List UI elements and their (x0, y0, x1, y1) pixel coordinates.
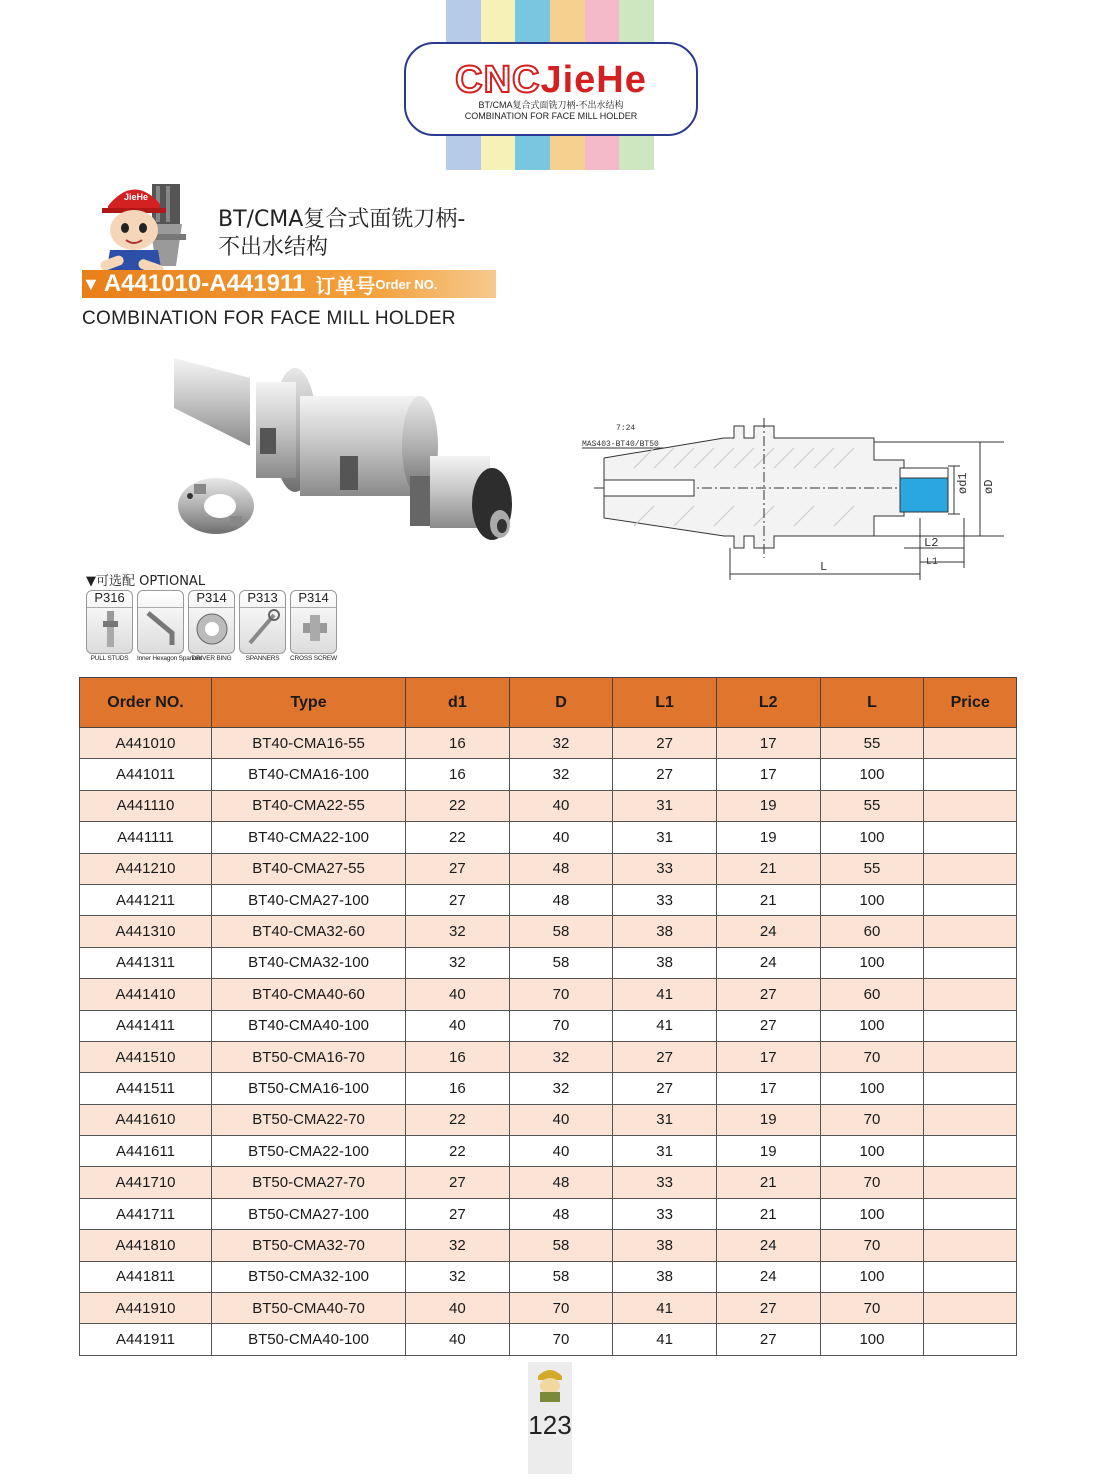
table-cell: BT50-CMA40-70 (211, 1293, 405, 1324)
table-cell: 38 (613, 1261, 717, 1292)
table-cell: 27 (716, 1293, 820, 1324)
table-cell: 24 (716, 947, 820, 978)
optional-item-driver-bing (188, 590, 235, 664)
table-cell: 58 (509, 1230, 613, 1261)
table-cell: 40 (406, 1324, 510, 1355)
table-cell: 40 (509, 822, 613, 853)
table-cell: BT50-CMA16-100 (211, 1073, 405, 1104)
table-cell: 60 (820, 916, 924, 947)
table-cell: A441211 (80, 884, 212, 915)
table-cell: A441610 (80, 1104, 212, 1135)
table-row (80, 1136, 1017, 1167)
table-cell: A441911 (80, 1324, 212, 1355)
technical-drawing (574, 408, 1014, 584)
table-cell: 48 (509, 853, 613, 884)
table-cell: BT40-CMA22-100 (211, 822, 405, 853)
table-cell: 70 (509, 1010, 613, 1041)
table-cell: 31 (613, 1136, 717, 1167)
dim-L-label: L (820, 560, 828, 574)
table-cell (924, 947, 1017, 978)
table-cell: 70 (820, 1167, 924, 1198)
dim-L1-label: L1 (926, 557, 939, 568)
table-cell: BT50-CMA27-70 (211, 1167, 405, 1198)
table-cell: A441411 (80, 1010, 212, 1041)
table-cell: 70 (509, 1324, 613, 1355)
table-cell: 55 (820, 728, 924, 759)
optional-item-caption: DRIVER BING (191, 655, 232, 662)
table-cell: BT50-CMA40-100 (211, 1324, 405, 1355)
table-cell: 58 (509, 916, 613, 947)
brand-logo (406, 60, 696, 100)
table-cell: 27 (716, 979, 820, 1010)
table-cell: A441910 (80, 1293, 212, 1324)
pull-stud-icon (87, 605, 134, 651)
table-cell: 31 (613, 790, 717, 821)
optional-item-code: P313 (240, 591, 285, 608)
product-title-line2: 不出水结构 (218, 235, 329, 260)
table-row (80, 1104, 1017, 1135)
table-cell: A441310 (80, 916, 212, 947)
optional-accessories (86, 590, 337, 664)
table-cell: 19 (716, 1136, 820, 1167)
table-cell: 17 (716, 728, 820, 759)
column-header: D (509, 678, 613, 728)
table-cell: 21 (716, 853, 820, 884)
table-cell: 40 (509, 1136, 613, 1167)
optional-item-caption: Inner Hexagon Spanner (137, 655, 202, 662)
table-cell: 32 (406, 1261, 510, 1292)
table-cell: 70 (820, 1104, 924, 1135)
table-cell: 100 (820, 822, 924, 853)
table-cell: 27 (716, 1324, 820, 1355)
table-row (80, 1198, 1017, 1229)
table-cell: 100 (820, 884, 924, 915)
table-cell: 24 (716, 1230, 820, 1261)
table-cell: 33 (613, 1198, 717, 1229)
table-cell: 27 (613, 728, 717, 759)
table-cell: 31 (613, 1104, 717, 1135)
table-cell: 19 (716, 822, 820, 853)
optional-label: ▼可选配 OPTIONAL (86, 574, 206, 589)
table-cell: 32 (509, 1041, 613, 1072)
table-cell: 40 (509, 1104, 613, 1135)
table-cell: 41 (613, 1010, 717, 1041)
optional-item-cross-screw (290, 590, 337, 664)
table-cell: BT50-CMA16-70 (211, 1041, 405, 1072)
table-cell: 40 (406, 979, 510, 1010)
table-cell: A441110 (80, 790, 212, 821)
table-cell: A441611 (80, 1136, 212, 1167)
table-cell: 27 (613, 759, 717, 790)
optional-item-pull-studs (86, 590, 133, 664)
table-cell: 22 (406, 1104, 510, 1135)
table-cell: 27 (406, 1198, 510, 1229)
table-cell: 41 (613, 979, 717, 1010)
product-title-line1: BT/CMA复合式面铣刀柄- (218, 207, 466, 232)
table-cell: BT50-CMA32-100 (211, 1261, 405, 1292)
table-cell: A441711 (80, 1198, 212, 1229)
svg-text:JieHe: JieHe (124, 192, 149, 202)
table-cell: 40 (509, 790, 613, 821)
column-header: Type (211, 678, 405, 728)
table-cell: 48 (509, 1167, 613, 1198)
table-cell: 32 (406, 947, 510, 978)
table-cell: 31 (613, 822, 717, 853)
table-cell: BT40-CMA27-100 (211, 884, 405, 915)
optional-item-caption: SPANNERS (245, 655, 280, 662)
table-row (80, 916, 1017, 947)
spanner-icon (240, 605, 287, 651)
table-cell: 21 (716, 1167, 820, 1198)
logo-jiehe: JieHe (540, 59, 647, 101)
table-cell: 33 (613, 1167, 717, 1198)
table-cell: 32 (406, 1230, 510, 1261)
table-row (80, 790, 1017, 821)
table-cell (924, 916, 1017, 947)
table-cell: 27 (406, 853, 510, 884)
product-photo (160, 346, 530, 561)
table-cell: A441810 (80, 1230, 212, 1261)
table-cell: 41 (613, 1324, 717, 1355)
page-number: 123 (528, 1410, 572, 1440)
table-cell (924, 728, 1017, 759)
header-subtitle-cn: BT/CMA复合式面铣刀柄-不出水结构 (478, 100, 624, 110)
table-cell: 27 (613, 1073, 717, 1104)
table-cell: 21 (716, 884, 820, 915)
table-cell: A441111 (80, 822, 212, 853)
optional-item-code: P314 (291, 591, 336, 608)
table-cell: 21 (716, 1198, 820, 1229)
table-row (80, 1230, 1017, 1261)
table-cell: 55 (820, 853, 924, 884)
table-cell: 32 (509, 759, 613, 790)
table-cell: BT40-CMA32-100 (211, 947, 405, 978)
dim-L2-label: L2 (924, 536, 939, 550)
table-row (80, 1293, 1017, 1324)
optional-item-spanners (239, 590, 286, 664)
table-cell: 48 (509, 884, 613, 915)
table-cell: A441010 (80, 728, 212, 759)
table-cell: 32 (509, 1073, 613, 1104)
optional-item-caption: CROSS SCREW (290, 655, 337, 662)
table-cell (924, 1010, 1017, 1041)
table-row (80, 1041, 1017, 1072)
table-row (80, 853, 1017, 884)
table-cell (924, 1136, 1017, 1167)
column-header: L2 (716, 678, 820, 728)
table-cell: 27 (406, 1167, 510, 1198)
table-cell: 58 (509, 947, 613, 978)
table-cell: BT40-CMA16-100 (211, 759, 405, 790)
table-cell: 100 (820, 1198, 924, 1229)
table-cell: 17 (716, 1073, 820, 1104)
table-body (80, 728, 1017, 1356)
driver-ring-icon (189, 605, 236, 651)
order-number-banner (82, 270, 496, 298)
column-header: L1 (613, 678, 717, 728)
column-header: Price (924, 678, 1017, 728)
triangle-down-icon: ▼ (82, 273, 100, 294)
table-cell: 38 (613, 916, 717, 947)
drawing-taper-label: 7:24 (616, 424, 636, 433)
logo-cnc: CNC (455, 59, 541, 101)
table-cell: 32 (406, 916, 510, 947)
table-cell: 32 (509, 728, 613, 759)
table-cell: A441210 (80, 853, 212, 884)
table-row (80, 979, 1017, 1010)
table-cell (924, 822, 1017, 853)
table-cell (924, 759, 1017, 790)
table-cell: 17 (716, 759, 820, 790)
table-cell: 33 (613, 853, 717, 884)
table-cell: 58 (509, 1261, 613, 1292)
table-cell: 100 (820, 1136, 924, 1167)
table-row (80, 1167, 1017, 1198)
hex-key-icon (138, 605, 185, 651)
drawing-standard-label: MAS403-BT40/BT50 (582, 440, 659, 449)
table-cell: 70 (820, 1230, 924, 1261)
order-label-en: Order NO. (375, 276, 438, 292)
spec-table (79, 677, 1017, 1356)
table-cell: 100 (820, 1010, 924, 1041)
table-row (80, 1324, 1017, 1355)
table-cell: 19 (716, 790, 820, 821)
table-cell: 38 (613, 947, 717, 978)
table-cell: 40 (406, 1293, 510, 1324)
order-label-cn: 订单号 (315, 273, 376, 298)
table-cell: 100 (820, 947, 924, 978)
table-cell: 19 (716, 1104, 820, 1135)
table-cell: 38 (613, 1230, 717, 1261)
table-cell: BT50-CMA22-100 (211, 1136, 405, 1167)
table-cell: 70 (820, 1293, 924, 1324)
table-cell: 33 (613, 884, 717, 915)
table-cell: BT40-CMA40-60 (211, 979, 405, 1010)
product-title (218, 206, 465, 262)
column-header: d1 (406, 678, 510, 728)
table-cell: 22 (406, 790, 510, 821)
table-cell: BT40-CMA27-55 (211, 853, 405, 884)
table-cell (924, 1198, 1017, 1229)
table-cell: 41 (613, 1293, 717, 1324)
product-subtitle-en: COMBINATION FOR FACE MILL HOLDER (82, 308, 456, 329)
table-cell: 70 (820, 1041, 924, 1072)
header-subtitle-en: COMBINATION FOR FACE MILL HOLDER (464, 111, 638, 121)
table-row (80, 947, 1017, 978)
table-row (80, 1261, 1017, 1292)
table-row (80, 759, 1017, 790)
table-cell: 60 (820, 979, 924, 1010)
table-cell: 27 (406, 884, 510, 915)
table-cell: 70 (509, 1293, 613, 1324)
table-cell: 22 (406, 1136, 510, 1167)
table-cell: 100 (820, 1324, 924, 1355)
table-cell: BT40-CMA16-55 (211, 728, 405, 759)
table-cell (924, 979, 1017, 1010)
table-cell: 17 (716, 1041, 820, 1072)
mascot-footer-icon (534, 1366, 566, 1404)
table-cell: A441410 (80, 979, 212, 1010)
table-row (80, 884, 1017, 915)
table-cell: 16 (406, 728, 510, 759)
table-cell: 24 (716, 1261, 820, 1292)
column-header: L (820, 678, 924, 728)
table-row (80, 1010, 1017, 1041)
table-cell: 16 (406, 1073, 510, 1104)
table-cell (924, 884, 1017, 915)
table-cell (924, 790, 1017, 821)
table-cell: BT50-CMA22-70 (211, 1104, 405, 1135)
table-cell: 100 (820, 1073, 924, 1104)
table-cell: A441011 (80, 759, 212, 790)
dim-d1-label: ød1 (956, 472, 970, 494)
table-cell: 22 (406, 822, 510, 853)
table-cell: A441511 (80, 1073, 212, 1104)
table-cell (924, 1324, 1017, 1355)
table-cell: 27 (716, 1010, 820, 1041)
optional-item-code: P314 (189, 591, 234, 608)
table-cell: 16 (406, 759, 510, 790)
table-cell: 48 (509, 1198, 613, 1229)
table-cell: 40 (406, 1010, 510, 1041)
dim-D-label: øD (982, 479, 996, 494)
table-row (80, 728, 1017, 759)
table-cell (924, 1073, 1017, 1104)
optional-item-code: P316 (87, 591, 132, 608)
table-cell: 55 (820, 790, 924, 821)
table-cell: BT50-CMA27-100 (211, 1198, 405, 1229)
order-range: A441010-A441911 (103, 270, 306, 297)
table-row (80, 822, 1017, 853)
table-cell: 24 (716, 916, 820, 947)
optional-item-caption: PULL STUDS (90, 655, 129, 662)
table-cell (924, 1104, 1017, 1135)
table-cell: BT40-CMA22-55 (211, 790, 405, 821)
column-header: Order NO. (80, 678, 212, 728)
table-cell (924, 1041, 1017, 1072)
table-cell: BT50-CMA32-70 (211, 1230, 405, 1261)
table-cell (924, 1167, 1017, 1198)
table-cell (924, 1261, 1017, 1292)
table-cell: A441510 (80, 1041, 212, 1072)
table-cell: BT40-CMA32-60 (211, 916, 405, 947)
table-cell: 100 (820, 759, 924, 790)
table-cell: BT40-CMA40-100 (211, 1010, 405, 1041)
table-row (80, 1073, 1017, 1104)
brand-header (404, 42, 698, 136)
table-cell: 16 (406, 1041, 510, 1072)
cross-screw-icon (291, 605, 338, 651)
table-cell: A441811 (80, 1261, 212, 1292)
table-cell: A441710 (80, 1167, 212, 1198)
table-cell (924, 853, 1017, 884)
table-cell: 100 (820, 1261, 924, 1292)
table-cell: 70 (509, 979, 613, 1010)
table-cell: 27 (613, 1041, 717, 1072)
table-cell (924, 1293, 1017, 1324)
optional-item-inner-hexagon-spanner (137, 590, 202, 664)
table-cell: A441311 (80, 947, 212, 978)
table-cell (924, 1230, 1017, 1261)
table-header-row (80, 678, 1017, 728)
